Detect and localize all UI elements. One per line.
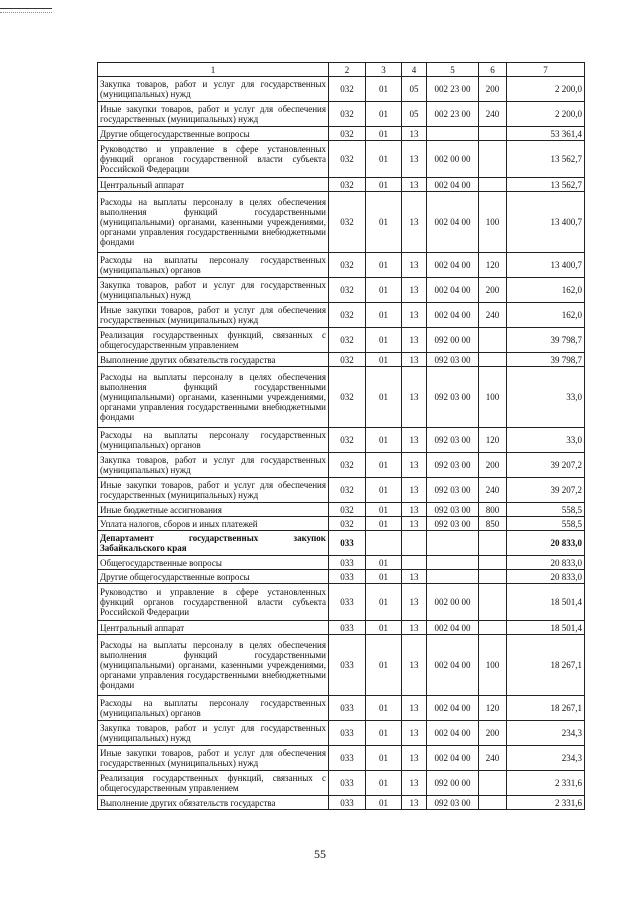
row-section-cell: 01	[366, 428, 402, 453]
row-target-article-cell: 092 03 00	[427, 367, 479, 428]
row-name-cell: Иные закупки товаров, работ и услуг для обеспечения государственных (муниципальных) нужд	[98, 303, 329, 328]
row-section-cell: 01	[366, 721, 402, 746]
row-expense-type-cell	[479, 570, 507, 584]
row-target-article-cell: 002 04 00	[427, 303, 479, 328]
row-subsection-cell: 13	[402, 367, 427, 428]
row-expense-type-cell: 100	[479, 635, 507, 696]
row-amount-cell: 18 501,4	[507, 584, 585, 621]
row-target-article-cell: 092 03 00	[427, 478, 479, 503]
header-cell: 4	[402, 63, 427, 77]
row-ministry-code-cell: 032	[329, 77, 366, 102]
table-row	[98, 746, 585, 771]
row-name-cell: Выполнение других обязательств государства	[98, 796, 329, 810]
table-row	[98, 328, 585, 353]
row-section-cell: 01	[366, 503, 402, 517]
row-name-cell: Закупка товаров, работ и услуг для государственных (муниципальных) нужд	[98, 278, 329, 303]
row-target-article-cell: 002 04 00	[427, 621, 479, 635]
row-target-article-cell: 002 04 00	[427, 721, 479, 746]
row-name-cell: Расходы на выплаты персоналу в целях обеспечения выполнения функций государственными (муниципальными) органами, казенными учреждениями, органами управления государственными внебюджетными фондами	[98, 192, 329, 253]
row-amount-cell: 2 200,0	[507, 102, 585, 127]
row-amount-cell: 234,3	[507, 746, 585, 771]
row-name-cell: Уплата налогов, сборов и иных платежей	[98, 517, 329, 531]
row-name-cell: Расходы на выплаты персоналу в целях обеспечения выполнения функций государственными (муниципальными) органами, казенными учреждениями, органами управления государственными внебюджетными фондами	[98, 635, 329, 696]
row-expense-type-cell: 120	[479, 696, 507, 721]
row-expense-type-cell	[479, 556, 507, 570]
row-name-cell: Расходы на выплаты персоналу государственных (муниципальных) органов	[98, 428, 329, 453]
row-ministry-code-cell: 032	[329, 102, 366, 127]
header-cell: 2	[329, 63, 366, 77]
row-section-cell: 01	[366, 556, 402, 570]
row-subsection-cell: 13	[402, 721, 427, 746]
row-expense-type-cell: 240	[479, 102, 507, 127]
row-expense-type-cell	[479, 328, 507, 353]
row-expense-type-cell	[479, 584, 507, 621]
row-ministry-code-cell: 032	[329, 141, 366, 178]
row-ministry-code-cell: 033	[329, 746, 366, 771]
table-row	[98, 517, 585, 531]
row-subsection-cell: 13	[402, 328, 427, 353]
row-section-cell: 01	[366, 453, 402, 478]
row-expense-type-cell: 850	[479, 517, 507, 531]
row-target-article-cell: 002 04 00	[427, 192, 479, 253]
table-row	[98, 696, 585, 721]
table-row	[98, 721, 585, 746]
table-row	[98, 278, 585, 303]
row-section-cell: 01	[366, 77, 402, 102]
row-section-cell: 01	[366, 278, 402, 303]
row-target-article-cell: 092 03 00	[427, 353, 479, 367]
row-section-cell: 01	[366, 253, 402, 278]
row-target-article-cell: 092 03 00	[427, 517, 479, 531]
header-cell: 5	[427, 63, 479, 77]
table-row	[98, 796, 585, 810]
row-section-cell: 01	[366, 178, 402, 192]
row-subsection-cell: 13	[402, 796, 427, 810]
row-subsection-cell: 05	[402, 102, 427, 127]
row-expense-type-cell	[479, 141, 507, 178]
row-expense-type-cell: 200	[479, 77, 507, 102]
row-subsection-cell: 13	[402, 635, 427, 696]
row-subsection-cell: 13	[402, 278, 427, 303]
row-name-cell: Центральный аппарат	[98, 178, 329, 192]
row-section-cell: 01	[366, 771, 402, 796]
row-expense-type-cell	[479, 127, 507, 141]
row-amount-cell: 558,5	[507, 517, 585, 531]
row-ministry-code-cell: 033	[329, 531, 366, 556]
row-ministry-code-cell: 032	[329, 353, 366, 367]
row-section-cell: 01	[366, 696, 402, 721]
table-row	[98, 635, 585, 696]
table-row	[98, 531, 585, 556]
row-section-cell: 01	[366, 303, 402, 328]
row-amount-cell: 18 267,1	[507, 696, 585, 721]
row-target-article-cell: 002 04 00	[427, 178, 479, 192]
row-name-cell: Иные закупки товаров, работ и услуг для обеспечения государственных (муниципальных) нужд	[98, 746, 329, 771]
row-name-cell: Закупка товаров, работ и услуг для государственных (муниципальных) нужд	[98, 721, 329, 746]
row-section-cell: 01	[366, 746, 402, 771]
row-amount-cell: 20 833,0	[507, 531, 585, 556]
row-amount-cell: 2 200,0	[507, 77, 585, 102]
row-target-article-cell: 002 04 00	[427, 278, 479, 303]
row-target-article-cell: 002 00 00	[427, 141, 479, 178]
row-amount-cell: 39 207,2	[507, 453, 585, 478]
row-subsection-cell: 13	[402, 517, 427, 531]
row-target-article-cell	[427, 531, 479, 556]
row-ministry-code-cell: 032	[329, 178, 366, 192]
row-name-cell: Общегосударственные вопросы	[98, 556, 329, 570]
row-section-cell	[366, 531, 402, 556]
row-name-cell: Реализация государственных функций, связанных с общегосударственным управлением	[98, 771, 329, 796]
budget-table	[97, 62, 585, 810]
row-subsection-cell: 13	[402, 253, 427, 278]
row-target-article-cell: 002 04 00	[427, 635, 479, 696]
row-section-cell: 01	[366, 102, 402, 127]
row-target-article-cell: 092 03 00	[427, 503, 479, 517]
row-target-article-cell: 002 04 00	[427, 253, 479, 278]
row-expense-type-cell: 120	[479, 428, 507, 453]
header-cell: 7	[507, 63, 585, 77]
row-expense-type-cell: 240	[479, 746, 507, 771]
row-name-cell: Закупка товаров, работ и услуг для государственных (муниципальных) нужд	[98, 453, 329, 478]
table-row	[98, 584, 585, 621]
row-ministry-code-cell: 032	[329, 328, 366, 353]
table-row	[98, 556, 585, 570]
row-ministry-code-cell: 033	[329, 570, 366, 584]
row-name-cell: Расходы на выплаты персоналу государственных (муниципальных) органов	[98, 696, 329, 721]
row-target-article-cell	[427, 570, 479, 584]
row-name-cell: Руководство и управление в сфере установленных функций органов государственной власти субъекта Российской Федерации	[98, 584, 329, 621]
row-amount-cell: 13 562,7	[507, 141, 585, 178]
row-section-cell: 01	[366, 353, 402, 367]
row-name-cell: Руководство и управление в сфере установленных функций органов государственной власти субъекта Российской Федерации	[98, 141, 329, 178]
row-target-article-cell: 092 03 00	[427, 796, 479, 810]
row-amount-cell: 13 400,7	[507, 192, 585, 253]
row-section-cell: 01	[366, 192, 402, 253]
table-row	[98, 303, 585, 328]
row-amount-cell: 162,0	[507, 278, 585, 303]
scan-corner-mark-dotted	[0, 12, 52, 13]
row-name-cell: Иные закупки товаров, работ и услуг для обеспечения государственных (муниципальных) нужд	[98, 478, 329, 503]
row-ministry-code-cell: 033	[329, 796, 366, 810]
row-section-cell: 01	[366, 584, 402, 621]
row-target-article-cell: 092 00 00	[427, 328, 479, 353]
scan-corner-mark	[0, 8, 52, 9]
row-expense-type-cell	[479, 178, 507, 192]
row-expense-type-cell	[479, 771, 507, 796]
row-amount-cell: 33,0	[507, 428, 585, 453]
row-subsection-cell: 13	[402, 453, 427, 478]
header-cell: 6	[479, 63, 507, 77]
row-ministry-code-cell: 032	[329, 453, 366, 478]
row-subsection-cell: 13	[402, 192, 427, 253]
row-subsection-cell: 13	[402, 141, 427, 178]
row-ministry-code-cell: 032	[329, 127, 366, 141]
row-ministry-code-cell: 032	[329, 253, 366, 278]
row-amount-cell: 20 833,0	[507, 570, 585, 584]
table-row	[98, 771, 585, 796]
table-row	[98, 77, 585, 102]
row-target-article-cell: 092 00 00	[427, 771, 479, 796]
row-ministry-code-cell: 033	[329, 721, 366, 746]
table-row	[98, 367, 585, 428]
row-ministry-code-cell: 032	[329, 278, 366, 303]
row-ministry-code-cell: 032	[329, 428, 366, 453]
row-subsection-cell: 13	[402, 478, 427, 503]
row-subsection-cell: 13	[402, 127, 427, 141]
row-expense-type-cell	[479, 353, 507, 367]
row-subsection-cell: 13	[402, 178, 427, 192]
row-section-cell: 01	[366, 570, 402, 584]
row-expense-type-cell: 240	[479, 303, 507, 328]
row-target-article-cell: 092 03 00	[427, 428, 479, 453]
row-name-cell: Расходы на выплаты персоналу государственных (муниципальных) органов	[98, 253, 329, 278]
row-name-cell: Выполнение других обязательств государства	[98, 353, 329, 367]
row-amount-cell: 2 331,6	[507, 796, 585, 810]
row-amount-cell: 13 400,7	[507, 253, 585, 278]
row-name-cell: Расходы на выплаты персоналу в целях обеспечения выполнения функций государственными (муниципальными) органами, казенными учреждениями, органами управления государственными внебюджетными фондами	[98, 367, 329, 428]
row-ministry-code-cell: 032	[329, 478, 366, 503]
row-expense-type-cell: 200	[479, 453, 507, 478]
row-name-cell: Центральный аппарат	[98, 621, 329, 635]
row-expense-type-cell: 240	[479, 478, 507, 503]
row-subsection-cell: 13	[402, 353, 427, 367]
row-expense-type-cell: 100	[479, 192, 507, 253]
row-target-article-cell: 002 04 00	[427, 696, 479, 721]
table-row	[98, 253, 585, 278]
row-expense-type-cell	[479, 531, 507, 556]
row-section-cell: 01	[366, 621, 402, 635]
row-target-article-cell	[427, 127, 479, 141]
row-subsection-cell: 13	[402, 746, 427, 771]
row-expense-type-cell: 200	[479, 721, 507, 746]
row-name-cell: Департамент государственных закупок Забайкальского края	[98, 531, 329, 556]
row-target-article-cell	[427, 556, 479, 570]
header-cell: 1	[98, 63, 329, 77]
row-ministry-code-cell: 033	[329, 696, 366, 721]
row-expense-type-cell: 100	[479, 367, 507, 428]
row-subsection-cell	[402, 531, 427, 556]
row-target-article-cell: 002 04 00	[427, 746, 479, 771]
row-amount-cell: 53 361,4	[507, 127, 585, 141]
row-subsection-cell: 13	[402, 303, 427, 328]
table-row	[98, 570, 585, 584]
row-name-cell: Другие общегосударственные вопросы	[98, 570, 329, 584]
row-subsection-cell: 13	[402, 428, 427, 453]
row-expense-type-cell: 120	[479, 253, 507, 278]
row-subsection-cell: 05	[402, 77, 427, 102]
table-row	[98, 453, 585, 478]
row-section-cell: 01	[366, 478, 402, 503]
row-ministry-code-cell: 033	[329, 771, 366, 796]
row-subsection-cell: 13	[402, 621, 427, 635]
row-amount-cell: 39 798,7	[507, 328, 585, 353]
row-name-cell: Иные бюджетные ассигнования	[98, 503, 329, 517]
table-row	[98, 478, 585, 503]
row-section-cell: 01	[366, 367, 402, 428]
row-amount-cell: 33,0	[507, 367, 585, 428]
row-amount-cell: 162,0	[507, 303, 585, 328]
row-expense-type-cell	[479, 796, 507, 810]
row-expense-type-cell: 200	[479, 278, 507, 303]
row-target-article-cell: 002 00 00	[427, 584, 479, 621]
row-subsection-cell	[402, 556, 427, 570]
row-target-article-cell: 002 23 00	[427, 77, 479, 102]
row-section-cell: 01	[366, 127, 402, 141]
row-subsection-cell: 13	[402, 771, 427, 796]
table-row	[98, 178, 585, 192]
table-row	[98, 621, 585, 635]
row-ministry-code-cell: 032	[329, 517, 366, 531]
row-name-cell: Другие общегосударственные вопросы	[98, 127, 329, 141]
header-cell: 3	[366, 63, 402, 77]
row-ministry-code-cell: 033	[329, 584, 366, 621]
row-section-cell: 01	[366, 517, 402, 531]
row-ministry-code-cell: 033	[329, 556, 366, 570]
row-section-cell: 01	[366, 635, 402, 696]
row-amount-cell: 234,3	[507, 721, 585, 746]
table-row	[98, 503, 585, 517]
row-name-cell: Закупка товаров, работ и услуг для государственных (муниципальных) нужд	[98, 77, 329, 102]
row-name-cell: Иные закупки товаров, работ и услуг для обеспечения государственных (муниципальных) нужд	[98, 102, 329, 127]
row-ministry-code-cell: 032	[329, 192, 366, 253]
table-row	[98, 102, 585, 127]
row-amount-cell: 18 267,1	[507, 635, 585, 696]
row-ministry-code-cell: 033	[329, 635, 366, 696]
row-expense-type-cell: 800	[479, 503, 507, 517]
row-ministry-code-cell: 032	[329, 503, 366, 517]
row-amount-cell: 2 331,6	[507, 771, 585, 796]
row-target-article-cell: 002 23 00	[427, 102, 479, 127]
row-ministry-code-cell: 033	[329, 621, 366, 635]
row-amount-cell: 13 562,7	[507, 178, 585, 192]
row-amount-cell: 20 833,0	[507, 556, 585, 570]
table-row	[98, 141, 585, 178]
row-subsection-cell: 13	[402, 503, 427, 517]
row-subsection-cell: 13	[402, 696, 427, 721]
row-subsection-cell: 13	[402, 570, 427, 584]
page-number: 55	[314, 847, 326, 861]
row-name-cell: Реализация государственных функций, связанных с общегосударственным управлением	[98, 328, 329, 353]
table-row	[98, 353, 585, 367]
row-amount-cell: 558,5	[507, 503, 585, 517]
table-row	[98, 192, 585, 253]
row-target-article-cell: 092 03 00	[427, 453, 479, 478]
table-row	[98, 428, 585, 453]
row-amount-cell: 39 207,2	[507, 478, 585, 503]
row-section-cell: 01	[366, 328, 402, 353]
row-amount-cell: 18 501,4	[507, 621, 585, 635]
table-row	[98, 127, 585, 141]
row-section-cell: 01	[366, 796, 402, 810]
table-header-row	[98, 63, 585, 77]
row-subsection-cell: 13	[402, 584, 427, 621]
row-ministry-code-cell: 032	[329, 303, 366, 328]
row-amount-cell: 39 798,7	[507, 353, 585, 367]
row-ministry-code-cell: 032	[329, 367, 366, 428]
row-section-cell: 01	[366, 141, 402, 178]
row-expense-type-cell	[479, 621, 507, 635]
